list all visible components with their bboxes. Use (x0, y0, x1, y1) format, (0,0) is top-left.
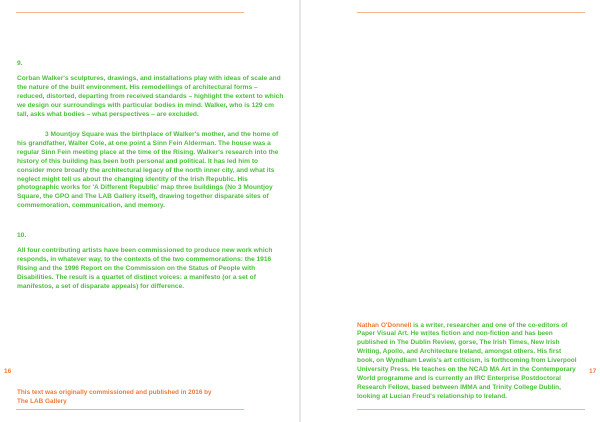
bio-text: is a writer, researcher and one of the co-editors of Paper Visual Art. He writes fiction and non-fiction and has been published in The Dublin Review, gorse, The Irish Times, New Irish Writing, Apollo, and Architecture Ireland, amongst others. His first book, on Wyndham Lewis's art criticism, is forthcoming from Liverpool University Press. He teaches on the NCAD MA Art in the Contemporary World programme and is currently an IRC Enterprise Postdoctoral Research Fellow, based between IMMA and Trinity College Dublin, looking at Lucian Freud's relationship to Ireland. (357, 321, 577, 400)
section-9-number: 9. (17, 60, 23, 67)
author-bio (357, 322, 579, 402)
paragraph-3: All four contributing artists have been commissioned to produce new work which responds, in whatever way, to the contexts of the two commemorations: the 1916 Rising and the 1996 Report on the Commission on the Status of People with Disabilities. The result is a quartet of distinct voices: a manifesto (or a set of manifestos, a set of disparate appeals) for difference. (17, 247, 273, 290)
footnote: This text was originally commissioned and published in 2016 by The LAB Gallery (17, 389, 212, 405)
bottom-rule-left (16, 409, 244, 410)
top-rule-right (357, 12, 585, 13)
top-rule-left (16, 12, 244, 13)
author-name: Nathan O'Donnell (357, 321, 412, 329)
paragraph-1: Corban Walker's sculptures, drawings, and installations play with ideas of scale and the nature of the built environment. His remodellings of architectural forms – reduced, distorted, departing from received standards – highlight the extent to which we design our surroundings with particular bodies in mind. Walker, who is 129 cm tall, asks what bodies – what perspectives – are excluded. (17, 75, 284, 118)
section-10-number: 10. (17, 232, 27, 239)
page-number-right: 17 (589, 368, 597, 375)
paragraph-2: 3 Mountjoy Square was the birthplace of Walker's mother, and the home of his grandfather, Walter Cole, at one point a Sinn Fein Alderman. The house was a regular Sinn Fein meeting place at the time of the Rising. Walker's research into the history of this building has been both personal and political. It has led him to consider more broadly the architectural legacy of the north inner city, and what its neglect might tell us about the changing identity of the Irish Republic. His photographic works for 'A Different Republic' map three buildings (No 3 Mountjoy Square, the GPO and The LAB Gallery itself), drawing together disparate sites of commemoration, communication, and memory. (17, 131, 279, 210)
bottom-rule-right (357, 409, 585, 410)
page-number-left: 16 (4, 368, 12, 375)
